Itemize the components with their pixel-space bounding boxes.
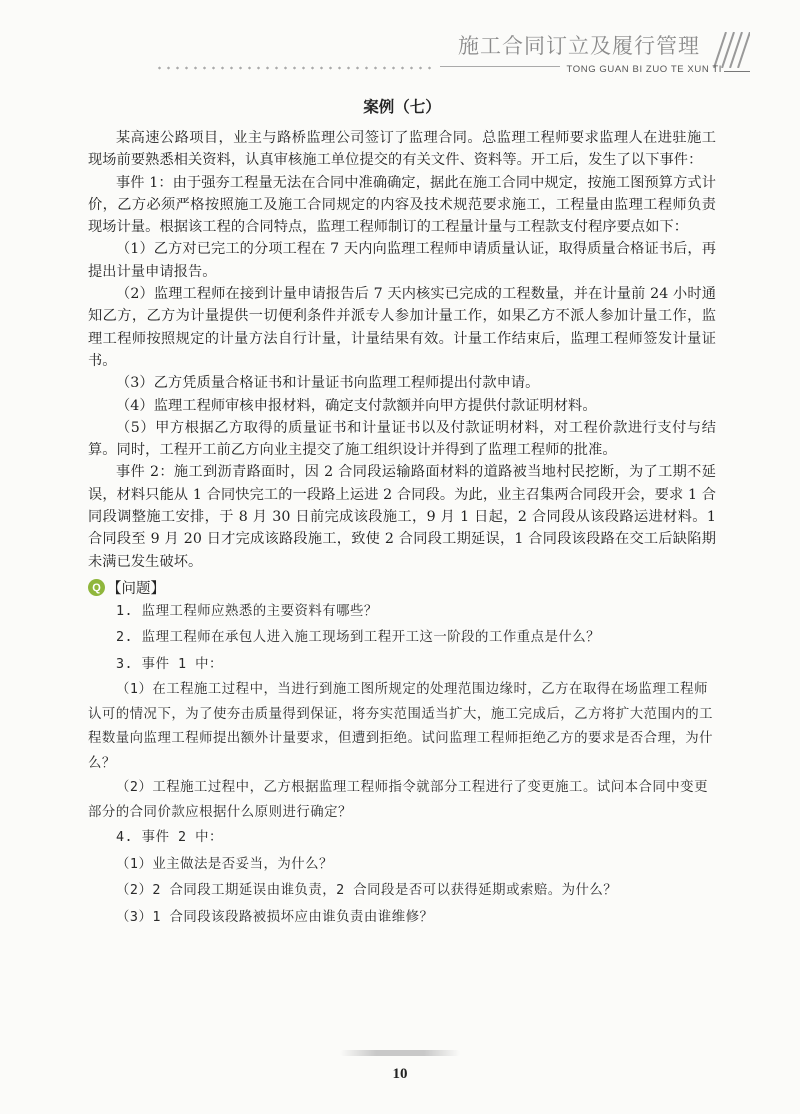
question-item: （2）工程施工过程中，乙方根据监理工程师指令就部分工程进行了变更施工。试问本合同中变更部分的合同价款应根据什么原则进行确定？ — [88, 780, 708, 820]
question-item: 2. 监理工程师在承包人进入施工现场到工程开工这一阶段的工作重点是什么？ — [116, 630, 601, 646]
header-title: 施工合同订立及履行管理 — [458, 34, 700, 58]
procedure-step-2: （2）监理工程师在接到计量申请报告后 7 天内核实已完成的工程数量，并在计量前 24 小时通知乙方，乙方为计量提供一切便利条件并派专人参加计量工作，如果乙方不派人参加计量工作，监理工程师按照规定的计量方法自行计量，计量结果有效。计量工作结束后，监理工程师签发计量证书。 — [88, 286, 716, 369]
question-item: （1）在工程施工过程中，当进行到施工图所规定的处理范围边缘时，乙方在取得在场监理工程师认可的情况下，为了使夯击质量得到保证，将夯实范围适当扩大，施工完成后，乙方将扩大范围内的工程数量向监理工程师提出额外计量要求，但遭到拒绝。试问监理工程师拒绝乙方的要求是否合理，为什么？ — [88, 682, 714, 771]
header-rule — [440, 66, 560, 67]
procedure-step-4: （4）监理工程师审核申报材料，确定支付款额并向甲方提供付款证明材料。 — [116, 397, 597, 414]
questions-label: 【问题】 — [107, 581, 165, 598]
intro-paragraph: 某高速公路项目，业主与路桥监理公司签订了监理合同。总监理工程师要求监理人在进驻施工现场前要熟悉相关资料，认真审核施工单位提交的有关文件、资料等。开工后，发生了以下事件： — [88, 130, 716, 169]
header-stripes-decoration — [706, 32, 750, 68]
procedure-step-5: （5）甲方根据乙方取得的质量证书和计量证书以及付款证明材料，对工程价款进行支付与结算。同时，工程开工前乙方向业主提交了施工组织设计并得到了监理工程师的批准。 — [88, 419, 716, 459]
page-content — [88, 95, 716, 931]
header-subtitle-rule — [724, 71, 750, 72]
procedure-step-3: （3）乙方凭质量合格证书和计量证书向监理工程师提出付款申请。 — [116, 375, 540, 392]
event-2-paragraph: 事件 2：施工到沥青路面时，因 2 合同段运输路面材料的道路被当地村民挖断，为了工期不延误，材料只能从 1 合同快完工的一段路上运进 2 合同段。为此，业主召集两合同段开会，要求 1 合同段调整施工安排，于 8 月 30 日前完成该段施工，9 月 1 日起，2 合同段从该段路运进材料。1 合同段至 9 月 20 日才完成该路段施工，致使 2 合同段工期延误，1 合同段该段路在交工后缺陷期未满已发生破坏。 — [88, 464, 716, 570]
question-item: 4. 事件 2 中： — [116, 830, 223, 846]
case-title: 案例（七） — [363, 98, 441, 116]
question-badge-icon: Q — [88, 579, 105, 596]
header-subtitle: TONG GUAN BI ZUO TE XUN TI — [566, 64, 722, 75]
procedure-step-1: （1）乙方对已完工的分项工程在 7 天内向监理工程师申请质量认证，取得质量合格证书后，再提出计量申请报告。 — [88, 241, 716, 280]
questions-header — [88, 577, 716, 599]
footer-decoration-bar — [340, 1050, 460, 1056]
header-dotted-rule — [155, 66, 435, 70]
event-1-paragraph: 事件 1：由于强夯工程量无法在合同中准确确定，据此在施工合同中规定，按施工图预算方式计价，乙方必须严格按照施工及施工合同规定的内容及技术规范要求施工，工程量由监理工程师负责现场计量。根据该工程的合同特点，监理工程师制订的工程量计量与工程款支付程序要点如下： — [88, 174, 716, 236]
question-item: （1）业主做法是否妥当，为什么？ — [116, 856, 333, 872]
question-item: （2）2 合同段工期延误由谁负责，2 合同段是否可以获得延期或索赔。为什么？ — [116, 883, 618, 899]
question-item: 3. 事件 1 中： — [116, 656, 223, 672]
page-number: 10 — [392, 1066, 408, 1082]
question-item: 1. 监理工程师应熟悉的主要资料有哪些？ — [116, 603, 378, 619]
question-item: （3）1 合同段该段路被损坏应由谁负责由谁维修？ — [116, 909, 434, 925]
